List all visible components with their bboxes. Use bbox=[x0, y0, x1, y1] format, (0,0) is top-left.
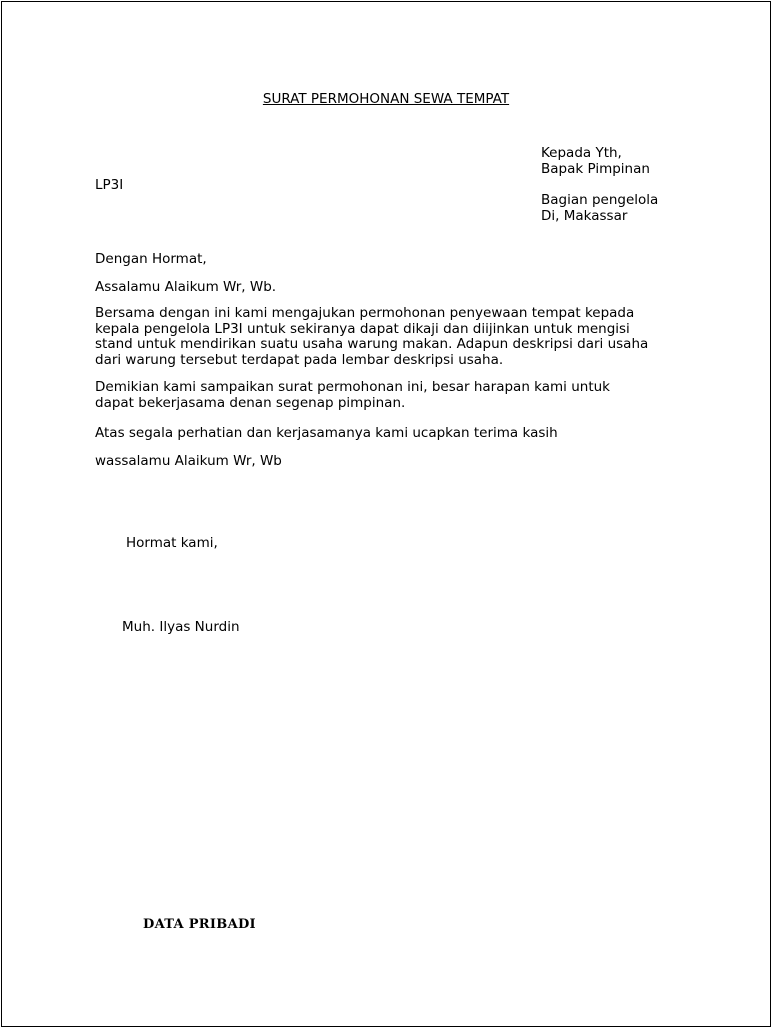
thanks-line: Atas segala perhatian dan kerjasamanya kami ucapkan terima kasih bbox=[95, 425, 558, 441]
recipient-line-2: Bapak Pimpinan bbox=[541, 161, 650, 177]
body-paragraph-1-line: dari warung tersebut terdapat pada lembar deskripsi usaha. bbox=[95, 351, 504, 368]
document-page bbox=[1, 1, 771, 1027]
body-paragraph-1-line: Bersama dengan ini kami mengajukan permohonan penyewaan tempat kepada bbox=[95, 305, 635, 321]
sign-off: Hormat kami, bbox=[126, 535, 218, 551]
body-paragraph-2-line: Demikian kami sampaikan surat permohonan ini, besar harapan kami untuk bbox=[95, 379, 611, 395]
body-paragraph-1-line: kepala pengelola LP3I untuk sekiranya dapat dikaji dan diijinkan untuk mengisi bbox=[95, 320, 630, 337]
organization-name: LP3I bbox=[95, 177, 124, 193]
recipient-line-1: Kepada Yth, bbox=[541, 145, 622, 161]
body-paragraph-1-line: stand untuk mendirikan suatu usaha warung makan. Adapun deskripsi dari usaha bbox=[95, 336, 649, 352]
greeting: Dengan Hormat, bbox=[95, 251, 207, 267]
recipient-line-3: Bagian pengelola bbox=[541, 192, 659, 208]
footer-heading: DATA PRIBADI bbox=[143, 917, 256, 932]
body-paragraph-1 bbox=[95, 306, 648, 368]
signatory-name: Muh. Ilyas Nurdin bbox=[122, 619, 240, 635]
letter-title: SURAT PERMOHONAN SEWA TEMPAT bbox=[262, 91, 510, 107]
body-paragraph-2-line: dapat bekerjasama denan segenap pimpinan. bbox=[95, 394, 406, 411]
body-paragraph-2 bbox=[95, 380, 610, 411]
closing-salam: wassalamu Alaikum Wr, Wb bbox=[95, 453, 282, 469]
opening-salam: Assalamu Alaikum Wr, Wb. bbox=[95, 279, 277, 295]
recipient-line-4: Di, Makassar bbox=[541, 208, 628, 224]
